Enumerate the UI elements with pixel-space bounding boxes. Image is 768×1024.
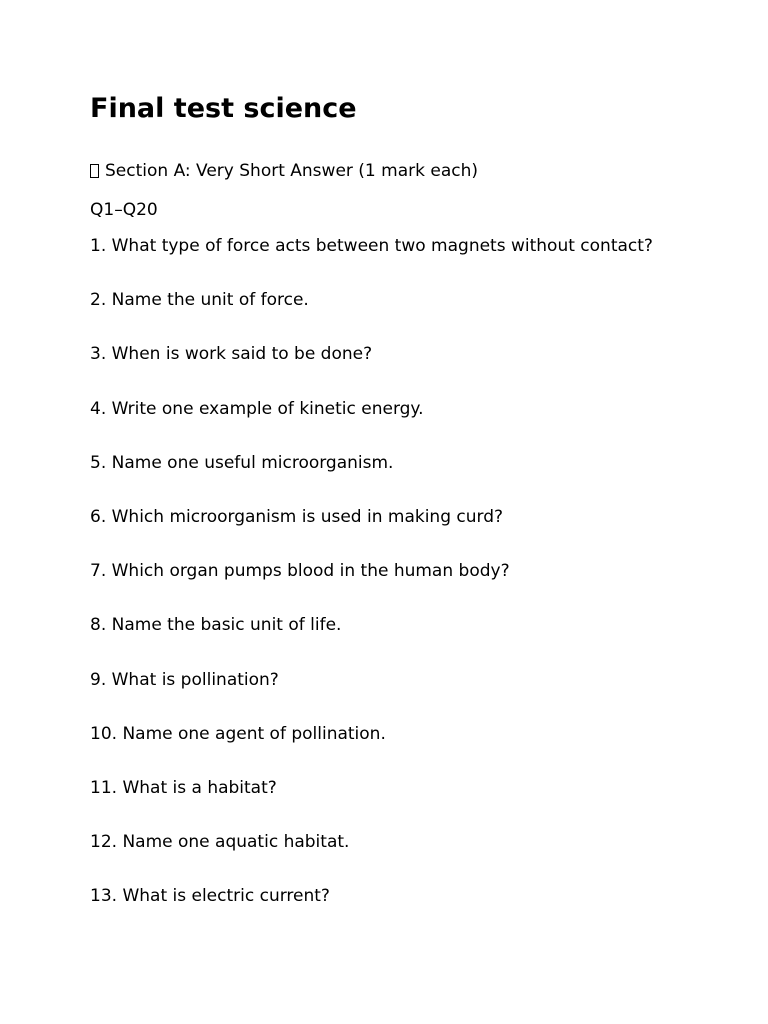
document-title: Final test science (90, 93, 357, 124)
question-item: 1. What type of force acts between two magnets without contact? (90, 236, 653, 256)
question-item: 7. Which organ pumps blood in the human body? (90, 561, 510, 582)
question-item: 2. Name the unit of force. (90, 290, 309, 311)
section-heading-text: Section A: Very Short Answer (1 mark each) (105, 161, 478, 181)
question-item: 5. Name one useful microorganism. (90, 452, 394, 473)
question-list (90, 234, 653, 938)
question-item: 11. What is a habitat? (90, 777, 277, 798)
missing-glyph-icon (90, 164, 99, 178)
question-item: 12. Name one aquatic habitat. (90, 832, 350, 853)
section-heading (90, 159, 478, 183)
question-range: Q1–Q20 (90, 200, 158, 220)
question-item: 10. Name one agent of pollination. (90, 723, 386, 744)
question-item: 3. When is work said to be done? (90, 344, 373, 365)
question-item: 8. Name the basic unit of life. (90, 615, 342, 636)
question-item: 13. What is electric current? (90, 886, 330, 907)
question-item: 9. What is pollination? (90, 669, 279, 690)
question-item: 6. Which microorganism is used in making curd? (90, 506, 504, 527)
question-item: 4. Write one example of kinetic energy. (90, 398, 424, 419)
